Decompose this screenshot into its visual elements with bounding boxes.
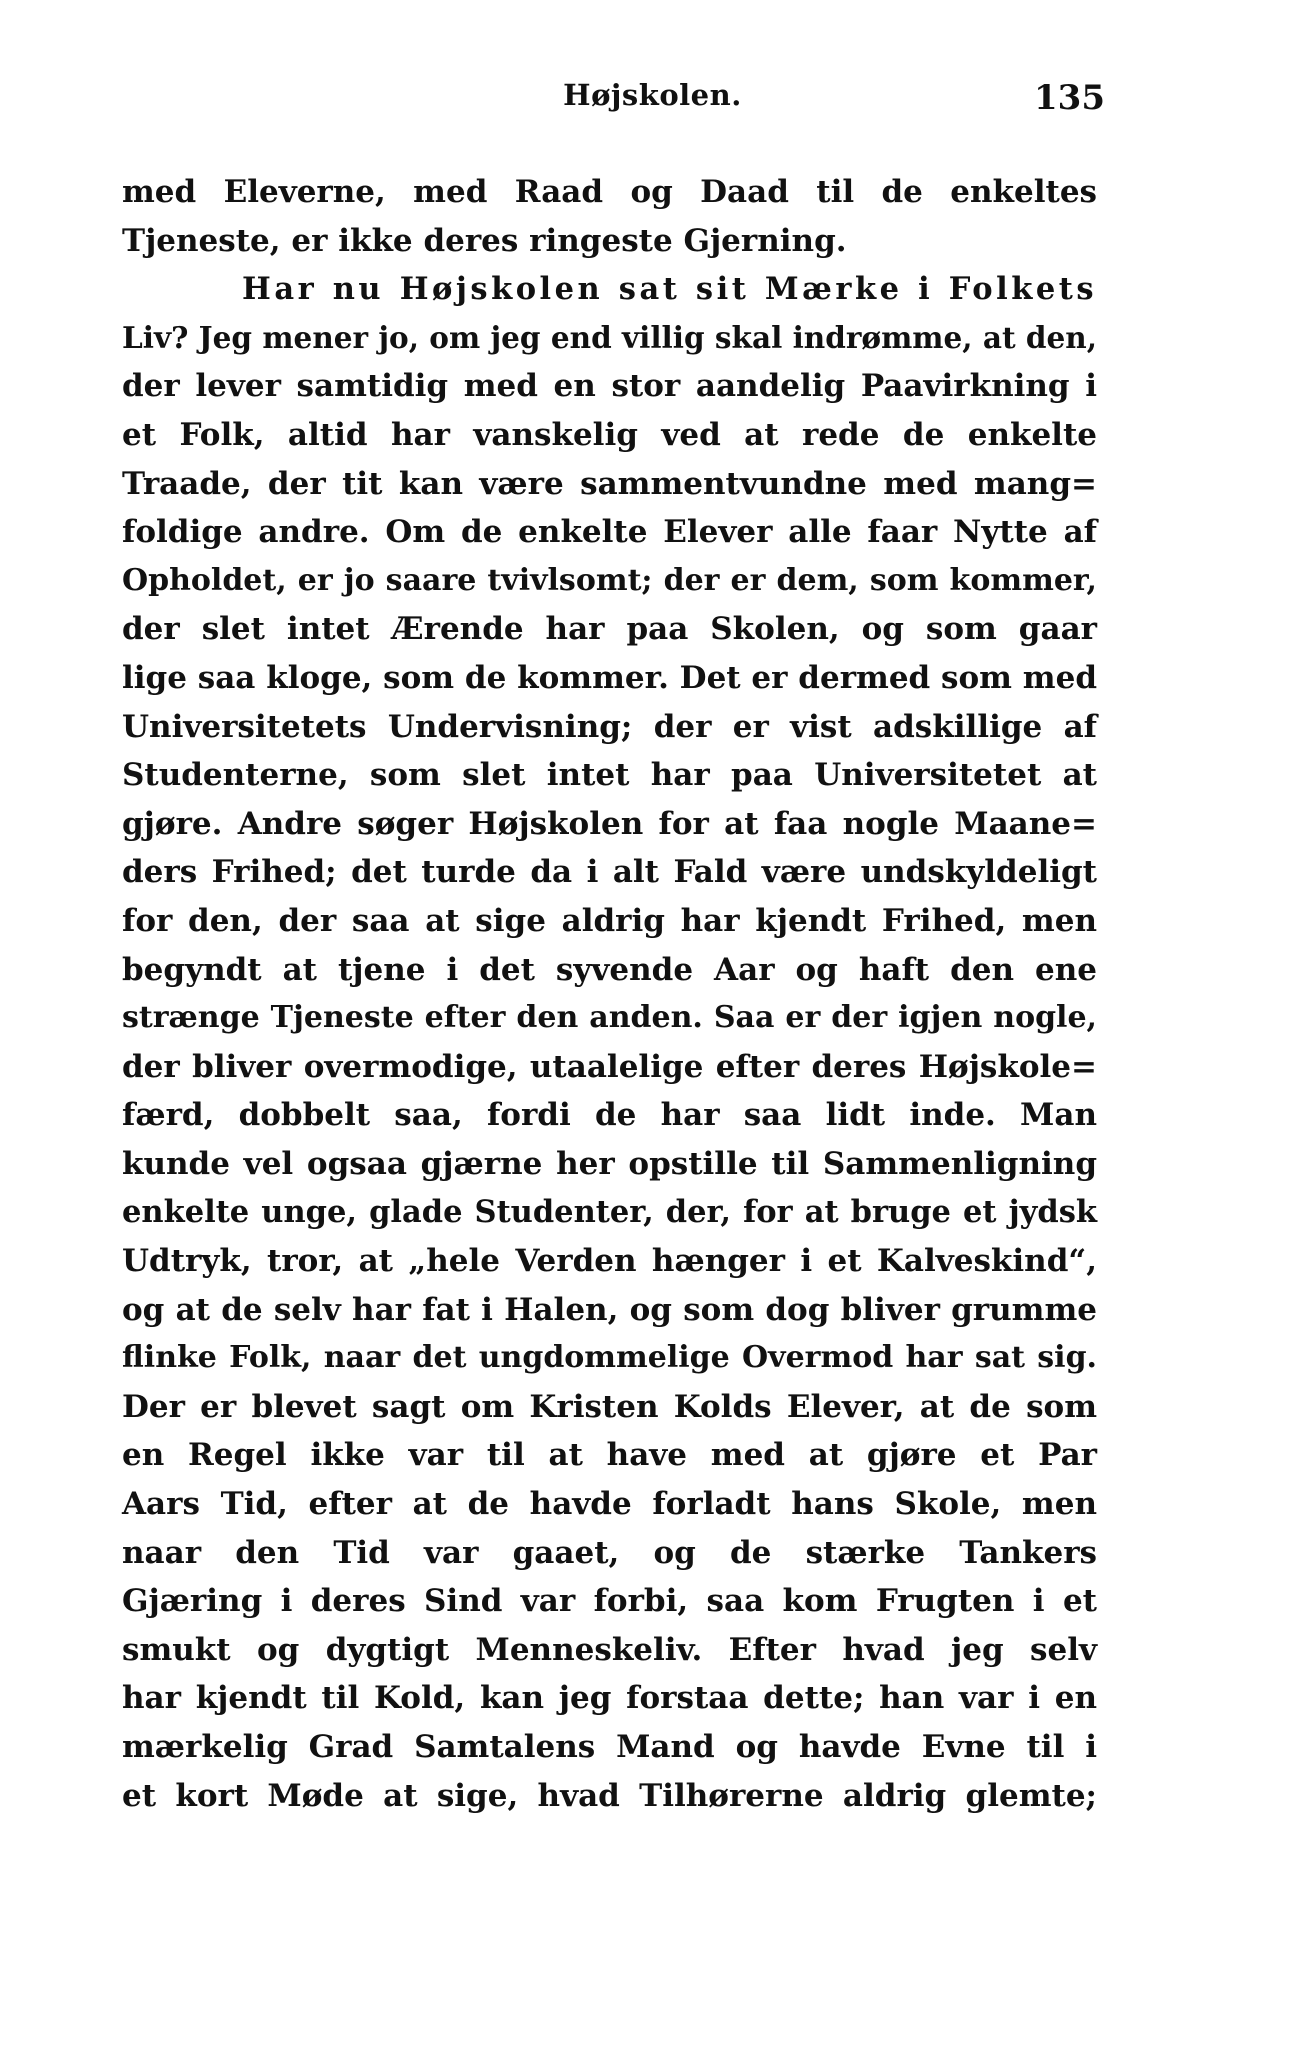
- text-line: naar den Tid var gaaet, og de stærke Tankers: [122, 1534, 1097, 1571]
- text-line: en Regel ikke var til at have med at gjøre et Par: [122, 1437, 1097, 1474]
- text-line: foldige andre. Om de enkelte Elever alle faar Nytte af: [122, 514, 1097, 551]
- body-text: [122, 168, 1097, 1820]
- text-line: gjøre. Andre søger Højskolen for at faa nogle Maane=: [122, 805, 1097, 842]
- text-line: enkelte unge, glade Studenter, der, for at bruge et jydsk: [122, 1194, 1097, 1231]
- text-line: Har nu Højskolen sat sit Mærke i Folkets: [242, 271, 1097, 308]
- running-title: Højskolen.: [563, 78, 742, 112]
- text-line: mærkelig Grad Samtalens Mand og havde Evne til i: [122, 1729, 1097, 1765]
- text-line: for den, der saa at sige aldrig har kjendt Frihed, men: [122, 902, 1097, 939]
- text-line: smukt og dygtigt Menneskeliv. Efter hvad jeg selv: [122, 1631, 1097, 1668]
- text-line: Udtryk, tror, at „hele Verden hænger i et Kalveskind“,: [122, 1243, 1097, 1280]
- text-line: med Eleverne, med Raad og Daad til de enkeltes: [122, 174, 1097, 210]
- text-line: lige saa kloge, som de kommer. Det er dermed som med: [122, 659, 1097, 696]
- text-line: Traade, der tit kan være sammentvundne med mang=: [122, 465, 1097, 502]
- text-line: ders Frihed; det turde da i alt Fald være undskyldeligt: [122, 854, 1097, 891]
- text-line: strænge Tjeneste efter den anden. Saa er der igjen nogle,: [122, 1000, 1097, 1036]
- text-line: et kort Møde at sige, hvad Tilhørerne aldrig glemte;: [122, 1777, 1097, 1814]
- text-line: kunde vel ogsaa gjærne her opstille til Sammenligning: [122, 1145, 1097, 1182]
- text-line: Gjæring i deres Sind var forbi, saa kom Frugten i et: [122, 1583, 1097, 1620]
- text-line: et Folk, altid har vanskelig ved at rede de enkelte: [122, 416, 1097, 453]
- text-line: der bliver overmodige, utaalelige efter deres Højskole=: [122, 1048, 1097, 1085]
- text-line: færd, dobbelt saa, fordi de har saa lidt inde. Man: [122, 1097, 1097, 1134]
- text-line: Tjeneste, er ikke deres ringeste Gjerning.: [122, 222, 847, 259]
- text-line: flinke Folk, naar det ungdommelige Overmod har sat sig.: [122, 1340, 1097, 1376]
- running-head: [0, 78, 1305, 118]
- text-line: har kjendt til Kold, kan jeg forstaa dette; han var i en: [122, 1680, 1097, 1717]
- text-line: Liv? Jeg mener jo, om jeg end villig skal indrømme, at den,: [122, 319, 1097, 355]
- text-line: der slet intet Ærende har paa Skolen, og som gaar: [122, 611, 1097, 648]
- text-line: Aars Tid, efter at de havde forladt hans Skole, men: [122, 1486, 1097, 1523]
- page-number: 135: [1034, 78, 1105, 118]
- text-line: Universitetets Undervisning; der er vist adskillige af: [122, 708, 1097, 745]
- text-line: begyndt at tjene i det syvende Aar og haft den ene: [122, 951, 1097, 988]
- text-line: der lever samtidig med en stor aandelig Paavirkning i: [122, 368, 1097, 405]
- text-line: Opholdet, er jo saare tvivlsomt; der er dem, som kommer,: [122, 562, 1097, 598]
- text-line: Studenterne, som slet intet har paa Universitetet at: [122, 757, 1097, 794]
- text-line: Der er blevet sagt om Kristen Kolds Elever, at de som: [122, 1388, 1097, 1425]
- text-line: og at de selv har fat i Halen, og som dog bliver grumme: [122, 1291, 1097, 1328]
